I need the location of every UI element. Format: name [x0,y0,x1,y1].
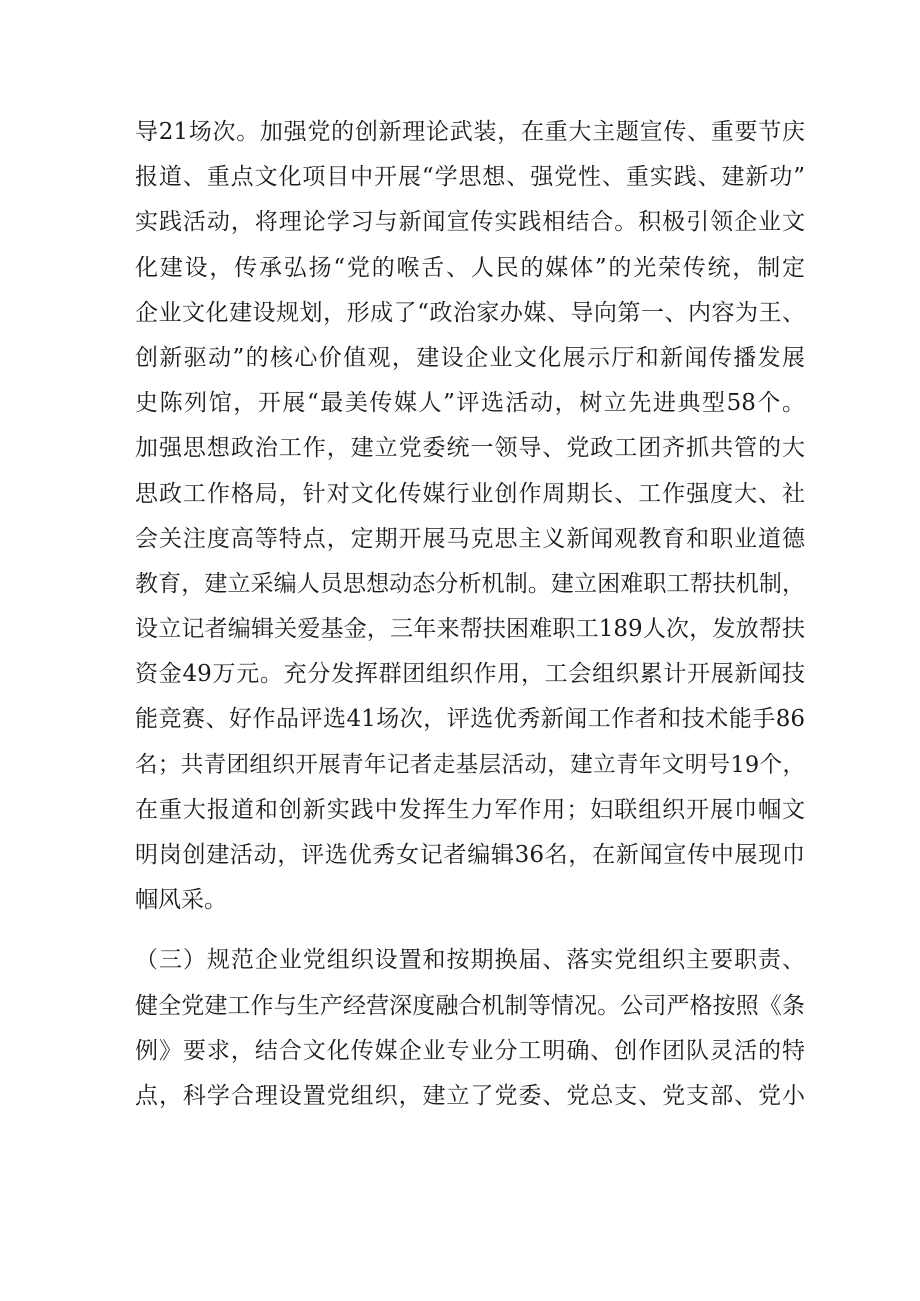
text-line: 例》要求，结合文化传媒企业专业分工明确、创作团队灵活的特 [135,1037,805,1064]
document-body [135,110,805,1119]
text-line: 创新驱动”的核心价值观，建设企业文化展示厅和新闻传播发展 [135,344,805,371]
paragraph-gap [135,923,805,938]
text-line: 会关注度高等特点，定期开展马克思主义新闻观教育和职业道德 [135,525,805,552]
text-line: 史陈列馆，开展“最美传媒人”评选活动，树立先进典型58个。 [135,390,805,417]
paragraph-1 [135,110,805,923]
text-line: 加强思想政治工作，建立党委统一领导、党政工团齐抓共管的大 [135,435,805,462]
text-line: 名；共青团组织开展青年记者走基层活动，建立青年文明号19个， [135,751,805,778]
text-line: 能竞赛、好作品评选41场次，评选优秀新闻工作者和技术能手86 [135,706,805,733]
text-line: 健全党建工作与生产经营深度融合机制等情况。公司严格按照《条 [135,992,805,1019]
text-line: 实践活动，将理论学习与新闻宣传实践相结合。积极引领企业文 [135,209,805,236]
text-line: 导21场次。加强党的创新理论武装，在重大主题宣传、重要节庆 [135,119,805,145]
text-line: 在重大报道和创新实践中发挥生力军作用；妇联组织开展巾帼文 [135,796,805,823]
text-line: 化建设，传承弘扬“党的喉舌、人民的媒体”的光荣传统，制定 [135,254,805,281]
text-line: 明岗创建活动，评选优秀女记者编辑36名，在新闻宣传中展现巾 [135,842,805,868]
text-line: 帼风采。 [135,887,227,914]
text-line: 资金49万元。充分发挥群团组织作用，工会组织累计开展新闻技 [135,661,805,688]
text-line: 设立记者编辑关爱基金，三年来帮扶困难职工189人次，发放帮扶 [135,616,805,643]
text-line: 企业文化建设规划，形成了“政治家办媒、导向第一、内容为王、 [135,299,805,326]
text-line: 思政工作格局，针对文化传媒行业创作周期长、工作强度大、社 [135,480,805,507]
text-line: 教育，建立采编人员思想动态分析机制。建立困难职工帮扶机制， [135,570,805,597]
paragraph-2 [135,938,805,1119]
text-line: 点，科学合理设置党组织，建立了党委、党总支、党支部、党小 [135,1082,805,1109]
text-line: （三）规范企业党组织设置和按期换届、落实党组织主要职责、 [135,947,805,974]
text-line: 报道、重点文化项目中开展“学思想、强党性、重实践、建新功” [135,164,805,191]
